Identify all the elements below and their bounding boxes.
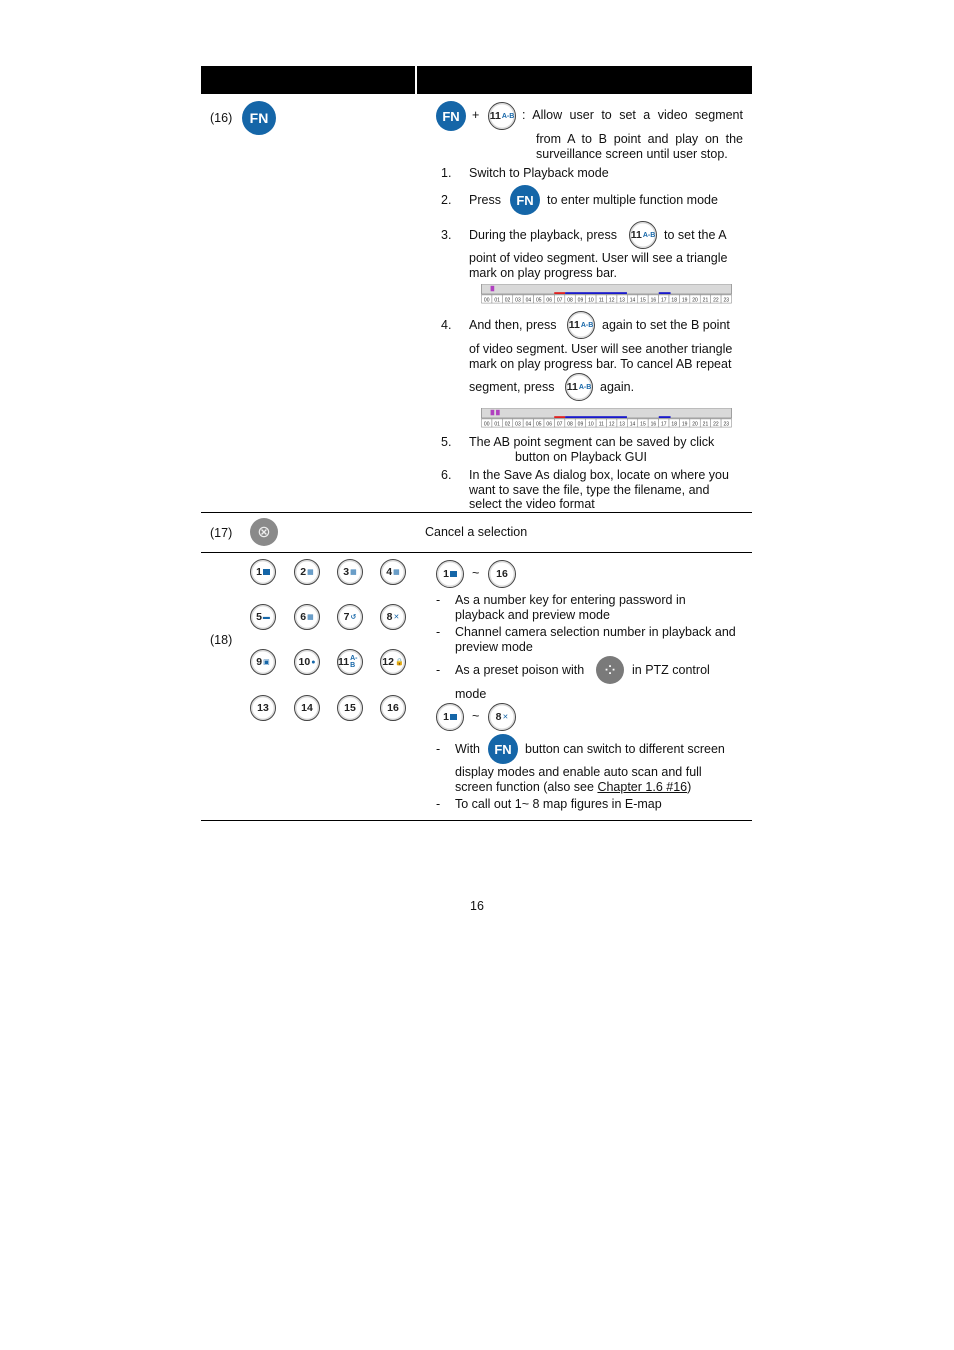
bullet-text: button can switch to different screen — [525, 742, 725, 756]
bullet-text: As a number key for entering password in — [455, 593, 686, 607]
hour-label: 00 — [483, 297, 490, 304]
hour-label: 14 — [629, 297, 636, 304]
step-text: to enter multiple function mode — [547, 193, 718, 207]
number-key-6-icon: 6 ▦ — [294, 604, 320, 630]
hour-label: 11 — [598, 421, 604, 428]
row-divider — [201, 512, 752, 513]
step-text: The AB point segment can be saved by click — [469, 435, 715, 449]
hour-label: 14 — [629, 421, 636, 428]
triangle-marker — [496, 410, 500, 415]
progress-bar-b — [469, 408, 744, 428]
bullet-text: With — [455, 742, 480, 756]
step-number: 3. — [441, 228, 452, 242]
table-header-divider — [415, 66, 417, 94]
number-key-3-icon: 3 ▦ — [337, 559, 363, 585]
bullet-text: display modes and enable auto scan and full — [455, 765, 702, 779]
bullet-dash: - — [436, 797, 441, 811]
hour-label: 03 — [515, 421, 521, 428]
hour-label: 11 — [598, 297, 604, 304]
hour-label: 22 — [713, 297, 719, 304]
bullet-dash: - — [436, 742, 441, 756]
number-key-2-icon: 2 ▦ — [294, 559, 320, 585]
hour-label: 13 — [619, 297, 625, 304]
hour-label: 07 — [556, 297, 563, 304]
step-text: to set the A — [664, 228, 727, 242]
row-16-desc-line-2: from A to B point and play on the — [536, 132, 743, 146]
bar-segment — [565, 416, 627, 418]
progress-bar-a — [469, 284, 744, 304]
bullet-text: preview mode — [455, 640, 533, 654]
bar-segment — [565, 292, 627, 294]
step-text: select the video format — [469, 497, 595, 511]
hour-label: 03 — [515, 297, 521, 304]
hour-label: 21 — [702, 297, 709, 304]
hour-label: 02 — [504, 421, 511, 428]
number-key-5-icon: 5 ▬ — [250, 604, 276, 630]
step-text: Switch to Playback mode — [469, 166, 609, 180]
key-11-ab-icon: 11 A-B — [567, 311, 595, 339]
row-16-desc-line-3: surveillance screen until user stop. — [536, 147, 728, 161]
bar-segment — [659, 292, 671, 294]
number-key-11-icon: 11 A-B — [337, 649, 363, 675]
hour-label: 15 — [640, 421, 646, 428]
step-text: want to save the file, type the filename, and — [469, 483, 710, 497]
row-divider — [201, 820, 752, 821]
key-8-icon: 8 ✕ — [488, 703, 516, 731]
tilde: ~ — [472, 709, 480, 723]
triangle-marker — [491, 286, 495, 291]
bullet-text: playback and preview mode — [455, 608, 610, 622]
step-number: 6. — [441, 468, 452, 482]
hour-label: 06 — [546, 421, 552, 428]
number-key-12-icon: 12 🔒 — [380, 649, 406, 675]
step-number: 2. — [441, 193, 452, 207]
hour-label: 00 — [483, 421, 490, 428]
ptz-preset-icon: ⁘ — [596, 656, 624, 684]
hour-label: 22 — [713, 421, 719, 428]
hour-label: 18 — [671, 421, 677, 428]
row-16-desc-line-1: : Allow user to set a video segment — [522, 108, 743, 122]
hour-label: 16 — [650, 297, 657, 304]
page-number: 16 — [470, 899, 484, 913]
hour-label: 07 — [556, 421, 563, 428]
hour-label: 17 — [661, 297, 667, 304]
bullet-dash: - — [436, 625, 441, 639]
bullet-text: screen function (also see Chapter 1.6 #16) — [455, 780, 692, 794]
hour-label: 19 — [681, 421, 688, 428]
hour-label: 23 — [723, 421, 730, 428]
step-text: mark on play progress bar. To cancel AB repeat — [469, 357, 732, 371]
hour-label: 20 — [692, 421, 698, 428]
row-divider — [201, 552, 752, 553]
step-text: again. — [600, 380, 635, 394]
hour-label: 09 — [577, 421, 584, 428]
key-11-ab-icon: 11 A-B — [488, 102, 516, 130]
fn-button-icon: FN — [242, 101, 276, 135]
hour-label: 19 — [681, 297, 688, 304]
bullet-text: in PTZ control — [632, 663, 710, 677]
hour-label: 02 — [504, 297, 511, 304]
number-key-4-icon: 4 ▦ — [380, 559, 406, 585]
bar-segment — [554, 292, 565, 294]
hour-label: 04 — [525, 297, 532, 304]
tilde: ~ — [472, 566, 480, 580]
hour-label: 05 — [536, 297, 542, 304]
hour-label: 04 — [525, 421, 532, 428]
plus-sign: + — [472, 108, 480, 122]
step-text: button on Playback GUI — [515, 450, 648, 464]
key-1-icon: 1 — [436, 560, 464, 588]
hour-label: 10 — [588, 421, 594, 428]
hour-label: 23 — [723, 297, 730, 304]
key-11-ab-icon: 11 A-B — [565, 373, 593, 401]
step-text: In the Save As dialog box, locate on where you — [469, 468, 729, 482]
hour-label: 10 — [588, 297, 594, 304]
number-key-16-icon: 16 — [380, 695, 406, 721]
number-key-14-icon: 14 — [294, 695, 320, 721]
bullet-text: mode — [455, 687, 487, 701]
step-text: mark on play progress bar. — [469, 266, 617, 280]
step-text: Press — [469, 193, 501, 207]
cancel-icon: ⊗ — [250, 518, 278, 546]
hour-label: 01 — [494, 421, 500, 428]
hour-label: 06 — [546, 297, 552, 304]
number-key-9-icon: 9 ▣ — [250, 649, 276, 675]
hour-label: 15 — [640, 297, 646, 304]
key-11-ab-icon: 11 A-B — [629, 221, 657, 249]
row-17-desc: Cancel a selection — [425, 525, 528, 539]
step-text: point of video segment. User will see a triangle — [469, 251, 728, 265]
hour-label: 12 — [608, 297, 615, 304]
fn-button-icon: FN — [436, 101, 466, 131]
step-text: segment, press — [469, 380, 555, 394]
bar-segment — [554, 416, 565, 418]
step-text: again to set the B point — [602, 318, 730, 332]
bar-segment — [659, 416, 671, 418]
number-key-13-icon: 13 — [250, 695, 276, 721]
number-key-10-icon: 10 ● — [294, 649, 320, 675]
row-16-id: (16) — [210, 111, 233, 125]
chapter-link[interactable]: Chapter 1.6 #16 — [597, 780, 688, 794]
bullet-text: Channel camera selection number in playback and — [455, 625, 736, 639]
fn-button-icon: FN — [510, 185, 540, 215]
number-key-15-icon: 15 — [337, 695, 363, 721]
hour-label: 08 — [567, 297, 573, 304]
number-key-1-icon: 1 — [250, 559, 276, 585]
key-16-icon: 16 — [488, 560, 516, 588]
key-1-icon: 1 — [436, 703, 464, 731]
step-text: And then, press — [469, 318, 557, 332]
step-number: 5. — [441, 435, 452, 449]
number-key-8-icon: 8 ✕ — [380, 604, 406, 630]
hour-label: 09 — [577, 297, 584, 304]
table-header — [201, 66, 752, 94]
fn-button-icon: FN — [488, 734, 518, 764]
row-17-id: (17) — [210, 526, 233, 540]
step-number: 1. — [441, 166, 452, 180]
bullet-dash: - — [436, 593, 441, 607]
hour-label: 08 — [567, 421, 573, 428]
hour-label: 16 — [650, 421, 657, 428]
number-key-7-icon: 7 ↺ — [337, 604, 363, 630]
row-18-id: (18) — [210, 633, 233, 647]
hour-label: 21 — [702, 421, 709, 428]
hour-label: 18 — [671, 297, 677, 304]
step-number: 4. — [441, 318, 452, 332]
hour-label: 12 — [608, 421, 615, 428]
triangle-marker — [491, 410, 495, 415]
step-text: of video segment. User will see another triangle — [469, 342, 733, 356]
step-text: During the playback, press — [469, 228, 617, 242]
bullet-text: To call out 1~ 8 map figures in E-map — [455, 797, 662, 811]
hour-label: 13 — [619, 421, 625, 428]
hour-label: 01 — [494, 297, 500, 304]
hour-label: 17 — [661, 421, 667, 428]
bullet-text: As a preset poison with — [455, 663, 585, 677]
bullet-dash: - — [436, 663, 441, 677]
hour-label: 05 — [536, 421, 542, 428]
hour-label: 20 — [692, 297, 698, 304]
